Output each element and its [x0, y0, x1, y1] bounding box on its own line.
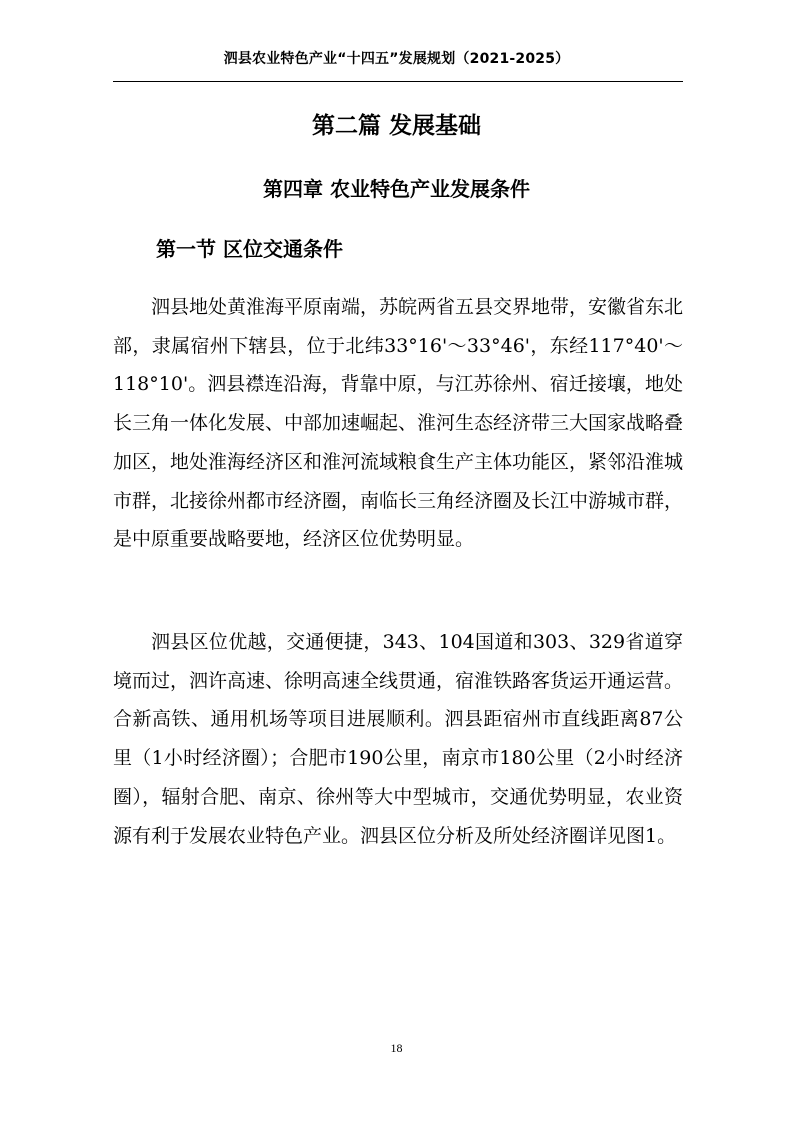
- section-title: 第一节 区位交通条件: [156, 237, 343, 261]
- body-paragraph: 泗县区位优越，交通便捷，343、104国道和303、329省道穿境而过，泗许高速、徐明高速全线贯通，宿淮铁路客货运开通运营。合新高铁、通用机场等项目进展顺利。泗县距宿州市直线距离87公里（1小时经济圈）；合肥市190公里，南京市180公里（2小时经济圈），辐射合肥、南京、徐州等大中型城市，交通优势明显，农业资源有利于发展农业特色产业。泗县区位分析及所处经济圈详见图1。: [113, 631, 684, 847]
- chapter-title: 第四章 农业特色产业发展条件: [263, 177, 530, 201]
- running-header: 泗县农业特色产业“十四五”发展规划（2021-2025）: [223, 51, 570, 67]
- body-paragraph: 泗县地处黄淮海平原南端，苏皖两省五县交界地带，安徽省东北部，隶属宿州下辖县，位于北纬33°16'～33°46'，东经117°40'～118°10'。泗县襟连沿海，背靠中原，与江苏徐州、宿迁接壤，地处长三角一体化发展、中部加速崛起、淮河生态经济带三大国家战略叠加区，地处淮海经济区和淮河流域粮食生产主体功能区，紧邻沿淮城市群，北接徐州都市经济圈，南临长三角经济圈及长江中游城市群，是中原重要战略要地，经济区位优势明显。: [113, 296, 684, 551]
- page-number: 18: [390, 1041, 403, 1055]
- part-title: 第二篇 发展基础: [311, 113, 481, 139]
- header-divider: [113, 81, 683, 82]
